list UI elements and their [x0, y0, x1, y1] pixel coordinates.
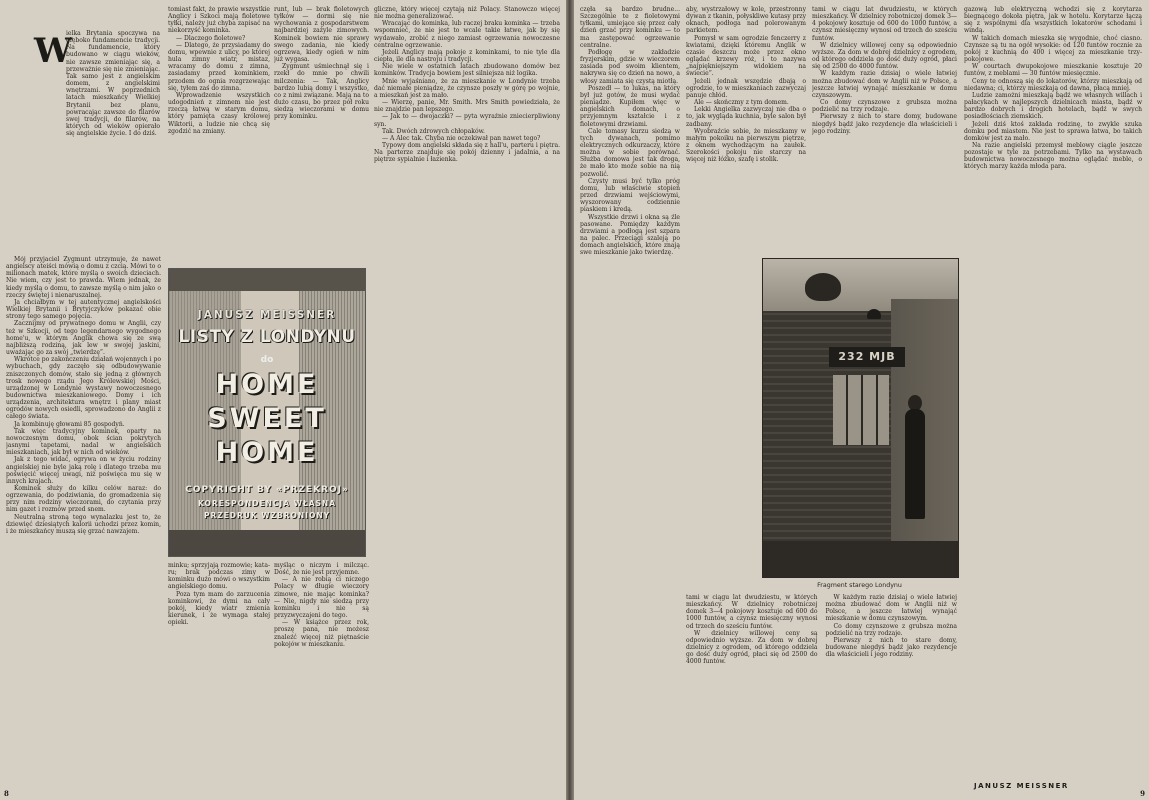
paragraph: — Wierzę, panie, Mr. Smith. Mrs Smith powiedziała, że nie znajdzie pan lepszego. [374, 99, 560, 114]
paragraph: Ja kombinuję głowami 85 gospodyń. [14, 420, 125, 428]
paragraph: Neutralną stroną tego wynalazku jest to, że dziewięć dziesiątych kalorii uchodzi przez komin, i że mieszkańcy muszą się grzać nawzajem. [6, 513, 161, 535]
page-number: 9 [1140, 789, 1145, 798]
article-title-connector: do [260, 355, 274, 365]
paragraph: W courtach dwupokojowe mieszkanie kosztuje 20 funtów, z meblami — 30 funtów miesięcznie. [964, 63, 1142, 78]
paragraph: Co domy czynszowe z grubsza można podzielić na trzy rodzaje. [825, 622, 957, 637]
right-column-3 [812, 6, 957, 252]
paragraph: Pomysł w sam ogrodzie fenczerry z kwiatami, dzięki któremu Anglik w czasie deszczu może przez okno oglądać krzewy róż, i to nazywa „najpiękniejszym widokiem na świecie”. [686, 34, 806, 78]
paragraph: W każdym razie dzisiaj o wiele łatwiej można zbudować dom w Anglii niż w Polsce, a jeszcze łatwiej wynająć mieszkanie w domu czynszowym. [825, 594, 957, 623]
article-author: JANUSZ MEISSNER [197, 309, 337, 321]
paragraph: W dzielnicy willowej ceny są odpowiednio wyższe. Za dom w dobrej dzielnicy z ogrodem, od którego oddziela go dość duży ogród, płaci się od 2500 do 4000 funtów. [686, 629, 818, 666]
paragraph: częła są bardzo brudne... Szczególnie te z fioletowymi tyłkami, umiejące się przez cały dzień grzać przy kominku — to ma zastępować ogrzewanie centralne. [580, 6, 680, 49]
reprint-prohibited-line: PRZEDRUK WZBRONIONY [203, 511, 331, 520]
left-column-1-top [66, 30, 160, 250]
paragraph: gazową lub elektryczną wchodzi się z korytarza biegnącego dokoła piętra, jak w hotelu. Korytarze łączą się z wspólnymi dla wszystkich lokatorów schodami i windą. [964, 6, 1142, 35]
article-title-word: SWEET [207, 403, 327, 434]
paragraph: Wprowadzenie wszystkich udogodnień z zimnem nie jest rzeczą łatwą w starym domu, który pamięta czasy królowej Wiktorii, a ludzie nie chcą się zgodzić na zmiany. [168, 91, 270, 135]
street-lamp [867, 309, 881, 319]
paragraph: Wracając do kominka, lub raczej braku kominka — trzeba wspomnieć, że nie jest to wcale takie łatwe, jak by się wydawało, zrobić z niego zamiast ogrzewania nowoczesne centralne ogrzewanie. [374, 20, 560, 49]
article-title-word: HOME [215, 369, 319, 400]
paragraph: W dzielnicy willowej ceny są odpowiednio wyższe. Za dom w dobrej dzielnicy z ogrodem, od którego oddziela go dość duży ogród, płaci się od 2500 do 4000 funtów. [812, 41, 957, 71]
photo-pavement [763, 541, 958, 577]
author-signature: JANUSZ MEISSNER [974, 782, 1069, 790]
paragraph: Nie wiele w ostatnich latach zbudowano domów bez kominków. Tradycja bowiem jest silniejsza niż logika. [374, 63, 560, 78]
paragraph: runt, lub — brak fioletowych tyłków — dormi się nie wychowania z gospodarstwem najbardziej zażyle zimowych. Kominek bowiem nie sprawy swego zadania, nie kiedy ogrzewa, kiedy ogień w nim już wygasa. [274, 6, 369, 64]
article-title-word: HOME [215, 437, 319, 468]
right-column-4 [964, 6, 1142, 778]
paragraph: Ludzie zamożni mieszkają bądź we własnych willach i pałacykach w najlepszych dzielnicach miasta, bądź w bardzo dobrych i drogich hotelach, bądź w swych posiadłościach ziemskich. [964, 91, 1142, 121]
kettle-sign [805, 273, 841, 301]
article-series-title: LISTY Z LONDYNU [178, 327, 356, 347]
street-photo [762, 258, 959, 578]
paragraph: — Jak to — dwojaczki? — pyta wyraźnie zniecierpliwiony syn. [374, 113, 560, 128]
paragraph: — A nie robią ci niczego Polacy w długie wieczory zimowe, nie mając kominka? — Nie, nigdy nie siedzą przy kominku i nie są przyzwyczajeni do tego. [274, 576, 369, 620]
paragraph: Cale tomasy kurzu siedzą w tych dywanach, pomimo elektrycznych odkurzaczy, które można w sobie porównać. Służba domowa jest tak droga, że mało kto może sobie na nią pozwolić. [580, 127, 680, 178]
paragraph: Tak. Dwóch zdrowych chłopaków. [382, 127, 485, 135]
paragraph: Poszedł — to lukas, na który był już gotów, że musi wydać pieniądze. Kupiłem więc w angielskich domach, o przyjemnym kształcie i z fioletowymi drzwiami. [580, 84, 680, 128]
paragraph: Wyobraźcie sobie, że mieszkamy w małym pokoiku na pierwszym piętrze, z oknem wychodzącym na zaułek. Szerokości pokoju nie starczy na więcej niż łóżko, szafę i stolik. [686, 127, 806, 164]
paragraph: gliczne, który więcej czytają niż Polacy. Stanowczo więcej nie można generalizować. [374, 6, 560, 21]
paragraph: — Dlaczego fioletowe? [176, 34, 246, 42]
paragraph: Tak więc tradycyjny kominek, oparty na nowoczesnym domu, obok ścian pokrytych jasnymi tapetami, nadal w angielskich mieszkaniach, jak był w nich od wieków. [6, 427, 161, 457]
paragraph: Mój przyjaciel Zygmunt utrzymuje, że nawet angielscy ateiści mówią o domu z czcią. Mówi to o milionach matek, które myślą o swoich dzieciach. Nie wiem, czy jest to prawda. Wiem jednak, że kiedy myślą o domu, to zawsze myślą o nim jako o rzeczy świętej i nienaruszalnej. [6, 256, 161, 299]
paragraph: — Dlatego, że przysiadamy do domu, wpewnie z ulicy, po której hula zimny wiatr, mistaz, wracamy do domu z zimna, zasiadamy przed kominkiem, przodem do ognia rozgrzewając się, tyłem zaś do zimna. [168, 41, 270, 92]
left-column-1 [6, 256, 161, 788]
right-column-1 [580, 6, 680, 788]
paragraph: Zacznijmy od prywatnego domu w Anglii, czy też w Szkocji, od tego legendarnego wygodnego home'u, w którym Anglik chowa się ze swą najbliższą rodziną, jak lew w swojej jaskini, uważając go za swój „twierdzę”. [6, 320, 161, 357]
title-graphic-band [169, 269, 365, 291]
paragraph: Podłogę w zakładzie fryzjerskim, gdzie w wieczorem zasiada pod swoim klientem, nakrywa się co dzień na nowo, a włosy zamiata się czystą miotłą. [580, 48, 680, 85]
copyright-line: COPYRIGHT BY «PRZEKROJ» [185, 485, 349, 495]
paragraph: tami w ciągu lat dwudziestu, w których mieszkańcy. W dzielnicy robotniczej domek 3—4 pokojowy kosztuje od 600 do 1000 funtów, a czynsz miesięczny wynosi od trzech do sześciu funtów. [812, 6, 957, 42]
paragraph: ielka Brytania spoczywa na głęboko fundamencie tradycji. Na fundamencie, który budowano w ciągu wieków, nie zawsze zmieniając się, a przeważnie się nie zmieniając. Tak samo jest z angielskim domem, z angielskimi wnętrzami. W poprzednich latach mieszkańcy Wielkiej Brytanii bez planu, powracając zawsze do filarów swej tradycji, do filarów, na których od wieków opierało się angielskie życie. I do dziś. [66, 30, 160, 138]
left-column-4 [168, 562, 270, 788]
paragraph: aby, wystrzałowy w kole, przestronny dywan z tkanin, połyskliwe kutasy przy oknach, podłoga nad polerowanym parkietem. [686, 6, 806, 35]
right-page [574, 0, 1149, 800]
right-column-2-bottom [686, 594, 957, 788]
paragraph: Co domy czynszowe z grubsza można podzielić na trzy rodzaje. [812, 99, 957, 114]
shop-sign: 232 MJB [829, 347, 905, 367]
left-column-2 [168, 6, 270, 262]
paragraph: Lekki Angielka zazwyczaj nie dba o to, jak wygląda kuchnia, byle salon był zadbany. [686, 106, 806, 128]
paragraph: Jak z tego widać, ogrywa on w życiu rodziny angielskiej nie byle jaką rolę i dlatego trzeba mu poświęcić więcej uwagi, niż poświęca mu się w innych krajach. [6, 456, 161, 485]
paragraph: Zygmunt uśmiechnął się i rzekł do mnie po chwili milczenia: — Tak, Anglicy bardzo lubią domy i wszystko, co z nimi związane. Mają na to dużo czasu, bo przez pół roku siedzą wieczorami w domu przy kominku. [274, 63, 369, 121]
photo-caption: Fragment starego Londynu [817, 582, 902, 589]
paragraph: Na razie angielski przemysł meblowy ciągle jeszcze pozostaje w tyle za potrzebami. Tylko na wystawach budownictwa nowoczesnego można oglądać meble, o których marzy każda młoda para. [964, 141, 1142, 171]
paragraph: Ale — skończmy z tym domem. [694, 99, 789, 107]
paragraph: Czysty musi być tylko próg domu, lub właściwie stopień przed drzwiami wejściowymi, wyszorowany codziennie piaskiem i kredą. [580, 177, 680, 214]
paragraph: Ceny te odnoszą się do lokatorów, którzy mieszkają od niedawna; ci, którzy mieszkają od dawna, płacą mniej. [964, 77, 1142, 92]
correspondence-line: KORESPONDENCJA WŁASNA [197, 499, 336, 508]
book-gutter [566, 0, 574, 800]
paragraph: Jeżeli Anglicy mają pokoje z kominkami, to nie tyle dla ciepła, ile dla nastroju i tradycji. [374, 48, 560, 64]
paragraph: tomiast fakt, że prawie wszystkie Anglicy i Szkoci mają fioletowe tyłki, należy już chyba zapisać na niekorzyść kominka. [168, 6, 270, 35]
paragraph: — A Alec tak. Chyba nie oczekiwał pan nawet tego? [382, 134, 541, 142]
right-column-2 [686, 6, 806, 252]
paragraph: Pierwszy z nich to stare domy, budowane niegdyś bądź jako rezydencje dla właścicieli i jego rodziny. [825, 636, 957, 659]
left-column-5 [274, 562, 369, 788]
left-page [0, 0, 566, 800]
paragraph: — W książce przez rok, proszę pana, nie możesz znaleźć więcej niż piętnaście pokojów w mieszkaniu. [274, 619, 369, 648]
paragraph: Wkrótce po zakończeniu działań wojennych i po wybuchach, gdy zaczęło się odbudowywanie zniszczonych domów, stało się jedną z głównych trosk nowego rządu Jego Królewskiej Mości, urządzonej w Londynie wystawy nowoczesnego budownictwa mieszkaniowego. Domy i ich urządzenia, architektura wnętrz i plany miast ogrodów nowych osiedli, sprowadzono do Anglii z całego świata. [6, 356, 161, 421]
left-column-3 [274, 6, 369, 262]
paragraph: Wszystkie drzwi i okna są źle pasowane. Pomiędzy każdym drzwiami a podłogą jest szpara na palec. Przeciągi szaleją po domach angielskich, które znają swe mieszkanie jako twierdzę. [580, 213, 680, 257]
paragraph: minku; sprzyjają rozmowie; kataru; brak podczas zimy w kominku dużo mówi o wszystkim angielskiego domu. [168, 562, 270, 591]
paragraph: Pierwszy z nich to stare domy, budowane niegdyś bądź jako rezydencje dla właścicieli i jego rodziny. [812, 113, 957, 135]
paragraph: myśląc o niczym i milcząc. Dość, że nie jest przyjemne. [274, 562, 369, 577]
article-title-graphic [168, 268, 366, 557]
drop-cap: W [34, 31, 73, 71]
shop-window [833, 375, 889, 445]
left-column-6 [374, 6, 560, 788]
paragraph: Jeżeli jednak wszędzie dbają o ogrodzie, to w mieszkaniach zazwyczaj panuje chłód. [686, 77, 806, 99]
page-number: 8 [4, 789, 9, 798]
paragraph: W każdym razie dzisiaj o wiele łatwiej można zbudować dom w Anglii niż w Polsce, a jeszcze łatwiej wynająć mieszkanie w domu czynszowym. [812, 70, 957, 99]
paragraph: Typowy dom angielski składa się z hall'u, parteru i piętra. Na parterze znajduje się pokój dzienny i jadalnia, a na piętrze sypialnie i łazienka. [374, 141, 560, 164]
paragraph: tami w ciągu lat dwudziestu, w których mieszkańcy. W dzielnicy robotniczej domek 3—4 pokojowy kosztuje od 600 do 1000 funtów, a czynsz miesięczny wynosi od trzech do sześciu funtów. [686, 594, 818, 630]
paragraph: Poza tym mam do zarzucenia kominkowi, że dymi na cały pokój, kiedy wiatr zmienia kierunek, i że wymaga stałej opieki. [168, 590, 270, 627]
paragraph: Jeżeli dziś ktoś zakłada rodzinę, to zwykle szuka domku pod miastem. Nie jest to sprawa łatwa, bo takich domków jest za mało. [964, 120, 1142, 142]
paragraph: W takich domach mieszka się wygodnie, choć ciasno. Czynsze są tu na ogół wysokie: od 120 funtów rocznie za pokój z kuchnią do 400 i więcej za mieszkanie trzy-pokojowe. [964, 34, 1142, 64]
paragraph: Mnie wyjaśniano, że za mieszkanie w Londynie trzeba dać niemałe pieniądze, że czynsze poszły w górę po wojnie, a mieszkań jest za mało. [374, 77, 560, 99]
paragraph: Ja chciałbym w tej autentycznej angielskości Wielkiej Brytanii i Brytyjczyków pokazać obie strony tego samego pojęcia. [6, 298, 161, 321]
woman-figure [905, 409, 925, 519]
title-graphic-band [169, 530, 365, 556]
paragraph: Kominek służy do kilku celów naraz: do ogrzewania, do podziwiania, do gromadzenia się przy nim rodziny wieczorami, do czytania przy nim gazet i rozmów przed snem. [6, 485, 161, 514]
